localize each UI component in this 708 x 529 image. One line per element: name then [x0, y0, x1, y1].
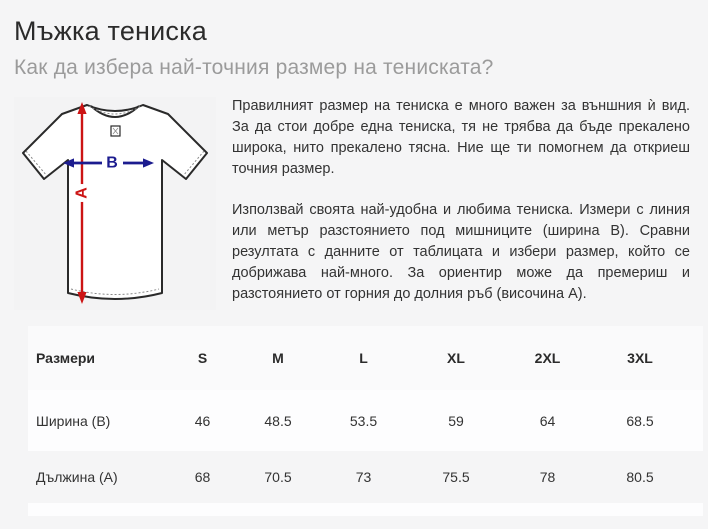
- table-row-length: [28, 451, 703, 503]
- width-value-2xl: 64: [539, 412, 556, 429]
- length-value-l: 73: [355, 469, 372, 485]
- tshirt-measurement-diagram: [14, 97, 216, 310]
- table-row-width: [28, 390, 703, 451]
- size-col-l: L: [359, 350, 368, 366]
- length-value-m: 70.5: [264, 469, 292, 485]
- intro-paragraph-1: Правилният размер на тениска е много важен за външния ѝ вид. За да стои добре една тениска, тя не трябва да бъде прекалено широка, нито прекалено тясна. Ние ще ти помогнем да откриеш точния размер.: [232, 98, 690, 177]
- length-value-xl: 75.5: [442, 469, 470, 485]
- tshirt-diagram-icon: [14, 97, 216, 310]
- width-value-l: 53.5: [349, 412, 378, 429]
- size-col-m: M: [272, 350, 284, 366]
- size-col-3xl: 3XL: [627, 350, 653, 366]
- size-col-s: S: [197, 350, 208, 366]
- row-label-length: Дължина (A): [36, 469, 118, 485]
- height-arrow-label: A: [73, 187, 91, 199]
- size-col-2xl: 2XL: [534, 350, 561, 366]
- width-value-xl: 59: [448, 412, 464, 429]
- size-col-xl: XL: [447, 350, 465, 366]
- length-value-s: 68: [194, 469, 211, 485]
- intro-paragraph-2: Използвай своята най-удобна и любима тениска. Измери с линия или метър разстоянието под мишниците (ширина B). Сравни резултата с данните от таблицата и избери размер, който се добрижава най-много. За ориентир може да премериш и разстоянието от горния до долния ръб (височина A).: [232, 202, 690, 302]
- width-value-s: 46: [194, 412, 211, 429]
- length-value-3xl: 80.5: [626, 469, 654, 485]
- intro-text: [232, 96, 690, 305]
- length-value-2xl: 78: [539, 469, 556, 485]
- width-value-m: 48.5: [264, 412, 292, 429]
- width-arrow-label: B: [106, 154, 118, 172]
- width-value-3xl: 68.5: [626, 412, 654, 429]
- size-table: [28, 326, 703, 503]
- table-footer-strip: [28, 503, 703, 516]
- size-table-header-row: [28, 326, 703, 390]
- row-label-width: Ширина (B): [36, 412, 111, 429]
- page-title: Мъжка тениска: [14, 16, 207, 46]
- page-subtitle: Как да избера най-точния размер на тениската?: [14, 56, 494, 79]
- size-table-header-label: Размери: [36, 350, 96, 366]
